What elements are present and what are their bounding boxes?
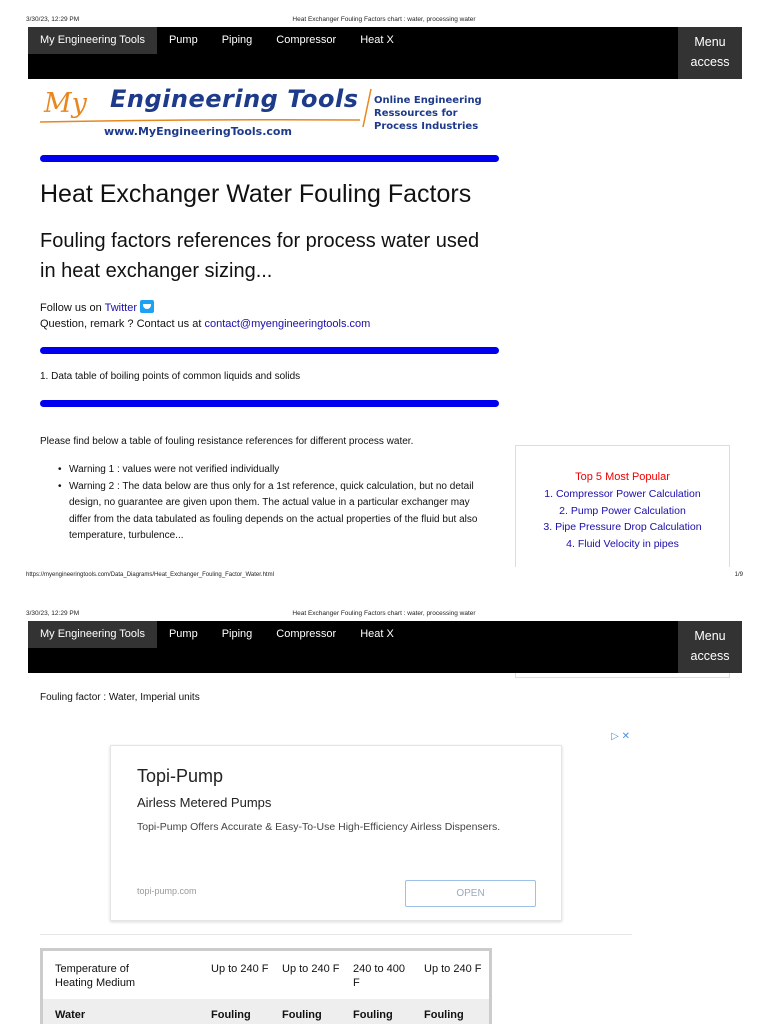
ad-subtitle: Airless Metered Pumps [137,795,272,810]
ad-card[interactable] [110,745,562,921]
nav-heat-x[interactable]: Heat X [360,628,394,640]
logo-tagline [374,94,482,133]
toc-item-1[interactable]: 1. Data table of boiling points of common liquids and solids [40,371,301,382]
print-doc-title: Heat Exchanger Fouling Factors chart : water, processing water [292,16,476,23]
table-header-cell: Temperature of Heating Medium [55,963,136,989]
table-cell: Water [55,1009,86,1021]
print-date: 3/30/23, 12:29 PM [26,610,80,617]
tagline-line-1: Online Engineering [374,95,482,106]
print-footer [0,570,768,582]
menu-label-line1: Menu [694,629,726,643]
table-header-cell: Up to 240 F [424,963,482,975]
popular-link[interactable]: 4. Fluid Velocity in pipes [566,537,679,550]
table-header-cell: Up to 240 F [282,963,340,975]
print-page-number: 1/9 [734,572,743,578]
divider-bar [40,347,499,354]
popular-links [516,486,729,552]
print-header [0,606,768,620]
menu-label-line2: access [690,55,730,69]
table-header-cell: 240 to 400 F [353,963,405,989]
twitter-icon[interactable] [140,300,154,313]
divider-bar [40,400,499,407]
divider-bar [40,155,499,162]
menu-label-line2: access [690,649,730,663]
tagline-line-2: Ressources for [374,108,458,119]
nav-piping[interactable]: Piping [221,628,253,640]
table-cell: Fouling [424,1009,464,1021]
ad-description: Topi-Pump Offers Accurate & Easy-To-Use High-Efficiency Airless Dispensers. [137,821,501,833]
fouling-table [40,948,492,1024]
popular-box [515,445,730,567]
intro-text: Please find below a table of fouling resistance references for different process water. [40,436,414,447]
warning-item: • Warning 2 : The data below are thus only for a 1st reference, quick calculation, but no detail design, no guarantee are given upon them. The actual value in a particular exchanger may differ from the data tabulated as fouling depends on the actual properties of the fluid but also temperature, turbulence... [69,479,489,545]
nav-piping[interactable]: Piping [221,34,253,46]
twitter-link[interactable]: Twitter [104,302,138,314]
ad-container [40,731,632,935]
print-doc-title: Heat Exchanger Fouling Factors chart : water, processing water [292,610,476,617]
tagline-line-3: Process Industries [374,121,479,132]
print-header [0,12,768,26]
ad-open-button[interactable]: OPEN [405,880,536,907]
top-navbar [28,621,742,673]
nav-my-engineering-tools[interactable]: My Engineering Tools [28,27,157,54]
logo-swoosh-line [40,119,360,123]
contact-prefix: Question, remark ? Contact us at [40,318,205,330]
popular-link[interactable]: 3. Pipe Pressure Drop Calculation [543,521,702,533]
follow-prefix: Follow us on [40,302,105,314]
page-subtitle: Fouling factors references for process water used in heat exchanger sizing... [40,230,480,282]
table-header-cell: Up to 240 F [211,963,269,975]
popular-link[interactable]: 1. Compressor Power Calculation [544,488,701,500]
menu-access-button[interactable] [678,621,742,673]
table-cell: Fouling [353,1009,393,1021]
logo-slash [360,88,374,128]
logo-engineering-tools: Engineering Tools [110,85,359,113]
nav-my-engineering-tools[interactable]: My Engineering Tools [28,621,157,648]
nav-compressor[interactable]: Compressor [276,628,337,640]
logo-url: www.MyEngineeringTools.com [104,125,292,138]
section-heading: Fouling factor : Water, Imperial units [40,692,200,703]
site-logo[interactable] [40,86,500,146]
contact-email-link[interactable]: contact@myengineeringtools.com [204,318,371,330]
table-row [43,999,489,1024]
popular-link[interactable]: 2. Pump Power Calculation [559,504,686,517]
menu-access-button[interactable] [678,27,742,79]
warnings-list [69,462,489,545]
ad-title: Topi-Pump [137,766,224,786]
contact-line [40,318,370,330]
ad-choices-close-icon[interactable]: ▷ ✕ [611,731,630,742]
page-title: Heat Exchanger Water Fouling Factors [40,180,472,208]
table-cell: Fouling [282,1009,322,1021]
nav-pump[interactable]: Pump [168,628,198,640]
warning-item: • Warning 1 : values were not verified individually [69,462,489,479]
print-date: 3/30/23, 12:29 PM [26,16,80,23]
nav-pump[interactable]: Pump [168,34,198,46]
nav-compressor[interactable]: Compressor [276,34,337,46]
logo-my: My [44,88,87,119]
menu-label-line1: Menu [694,35,726,49]
nav-heat-x[interactable]: Heat X [360,34,394,46]
table-header-row [43,951,489,999]
table-cell: Fouling [211,1009,251,1021]
popular-title: Top 5 Most Popular [575,471,670,483]
print-url: https://myengineeringtools.com/Data_Diagrams/Heat_Exchanger_Fouling_Factor_Water.html [26,572,274,578]
follow-line [40,300,154,314]
top-navbar [28,27,742,79]
ad-domain: topi-pump.com [137,886,197,896]
